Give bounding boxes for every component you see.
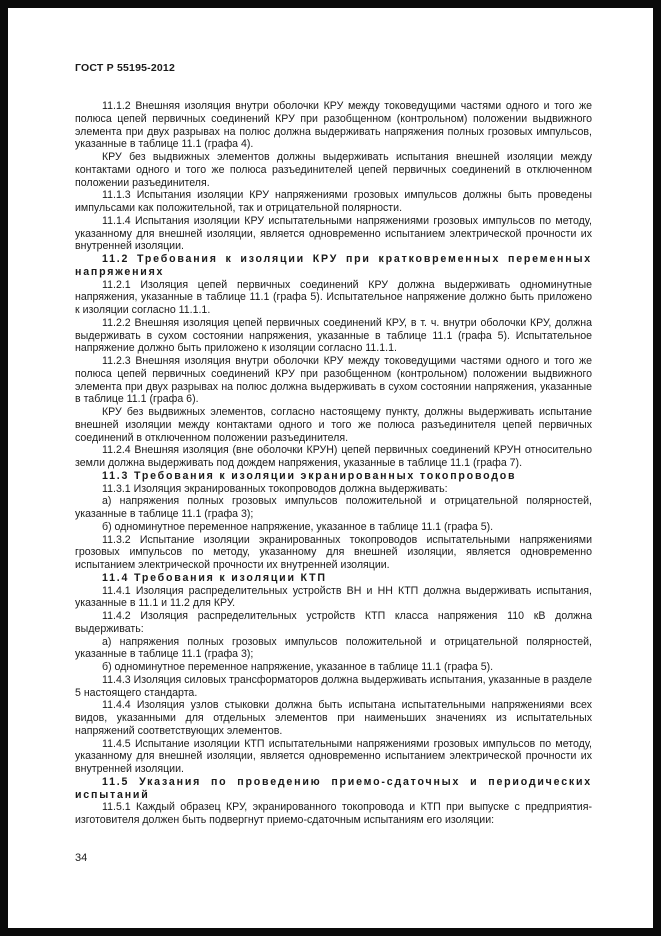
document-content — [75, 100, 592, 827]
paragraph: 11.2.4 Внешняя изоляция (вне оболочки КРУН) цепей первичных соединений КРУН относительно земли должна выдерживать под дождем напряжения, указанные в таблице 11.1 (графа 7). — [75, 444, 592, 469]
paragraph: КРУ без выдвижных элементов, согласно настоящему пункту, должны выдерживать испытание внешней изоляции между контактами одного и того же полюса разъединителя цепей первичных соединений в отключенном положении разъединителя. — [75, 406, 592, 444]
paragraph: а) напряжения полных грозовых импульсов положительной и отрицательной полярностей, указанные в таблице 11.1 (графа 3); — [75, 495, 592, 520]
paragraph: а) напряжения полных грозовых импульсов положительной и отрицательной полярностей, указанные в таблице 11.1 (графа 3); — [75, 635, 592, 661]
paragraph: 11.2.2 Внешняя изоляция цепей первичных соединений КРУ, в т. ч. внутри оболочки КРУ, должна выдерживать в сухом состоянии напряжения, указанные в таблице 11.1 (графа 5). Испытательное напряжение должно быть приложено к изоляции согласно 11.1.1. — [75, 316, 592, 355]
paragraph: б) одноминутное переменное напряжение, указанное в таблице 11.1 (графа 5). — [102, 520, 494, 533]
page-number: 34 — [75, 852, 88, 864]
paragraph: 11.4.4 Изоляция узлов стыковки должна быть испытана испытательными напряжениями всех видов, указанными для отдельных элементов при наименьших значениях из испытательных напряжений соответствующих элементов. — [75, 699, 592, 737]
paragraph: 11.4.5 Испытание изоляции КТП испытательными напряжениями грозовых импульсов по методу, указанному для внешней изоляции, является одновременно испытанием электрической прочности их внутренней изоляции. — [75, 737, 592, 775]
section-heading: 11.4 Требования к изоляции КТП — [102, 571, 327, 584]
document-header: ГОСТ Р 55195-2012 — [75, 62, 176, 74]
paragraph: КРУ без выдвижных элементов должны выдерживать испытания внешней изоляции между контактами одного и того же полюса разъединителей цепей первичных соединений в отключенном положении разъединителя. — [75, 151, 592, 189]
paragraph: 11.5.1 Каждый образец КРУ, экранированного токопровода и КТП при выпуске с предприятия-изготовителя должен быть подвергнут приемо-сдаточным испытаниям его изоляции: — [75, 801, 592, 826]
paragraph: 11.1.3 Испытания изоляции КРУ напряжениями грозовых импульсов должны быть проведены импульсами как положительной, так и отрицательной полярности. — [75, 189, 592, 214]
section-heading: 11.5 Указания по проведению приемо-сдаточных и периодических испытаний — [75, 775, 592, 801]
paragraph: 11.3.2 Испытание изоляции экранированных токопроводов испытательными напряжениями грозовых импульсов по методу, указанному для внешней изоляции, является одновременно испытанием электрической прочности их внутренней изоляции. — [75, 533, 592, 571]
paragraph: 11.2.1 Изоляция цепей первичных соединений КРУ должна выдерживать одноминутные напряжения, указанные в таблице 11.1 (графа 5). Испытательное напряжение должно быть приложено к изоляции согласно 11.1.1. — [75, 278, 592, 316]
paragraph: 11.2.3 Внешняя изоляция внутри оболочки КРУ между токоведущими частями одного и того же полюса цепей первичных соединений КРУ при разобщенном (контрольном) положении выдвижного элемента при двух разрывах на полюс должна выдерживать в сухом состоянии напряжения, указанные в таблице 11.1 (графа 6). — [75, 355, 592, 406]
paragraph: 11.4.3 Изоляция силовых трансформаторов должна выдерживать испытания, указанные в разделе 5 настоящего стандарта. — [75, 673, 592, 699]
paragraph: 11.4.2 Изоляция распределительных устройств КТП класса напряжения 110 кВ должна выдерживать: — [75, 610, 592, 635]
section-heading: 11.3 Требования к изоляции экранированных токопроводов — [102, 469, 517, 482]
paragraph: 11.3.1 Изоляция экранированных токопроводов должна выдерживать: — [102, 482, 448, 495]
paragraph: 11.4.1 Изоляция распределительных устройств ВН и НН КТП должна выдерживать испытания, указанные в 11.1 и 11.2 для КРУ. — [75, 584, 592, 610]
section-heading: 11.2 Требования к изоляции КРУ при кратковременных переменных напряжениях — [75, 253, 592, 278]
document-page — [8, 8, 653, 928]
paragraph: б) одноминутное переменное напряжение, указанное в таблице 11.1 (графа 5). — [102, 661, 494, 673]
paragraph: 11.1.2 Внешняя изоляция внутри оболочки КРУ между токоведущими частями одного и того же полюса цепей первичных соединений КРУ при разобщенном (контрольном) положении выдвижного элемента при двух разрывах на полюс должна выдерживать напряжения полных грозовых импульсов, указанные в таблице 11.1 (графа 4). — [75, 100, 592, 151]
paragraph: 11.1.4 Испытания изоляции КРУ испытательными напряжениями грозовых импульсов по методу, указанному для внешней изоляции, является одновременно испытанием электрической прочности их внутренней изоляции. — [75, 214, 592, 253]
